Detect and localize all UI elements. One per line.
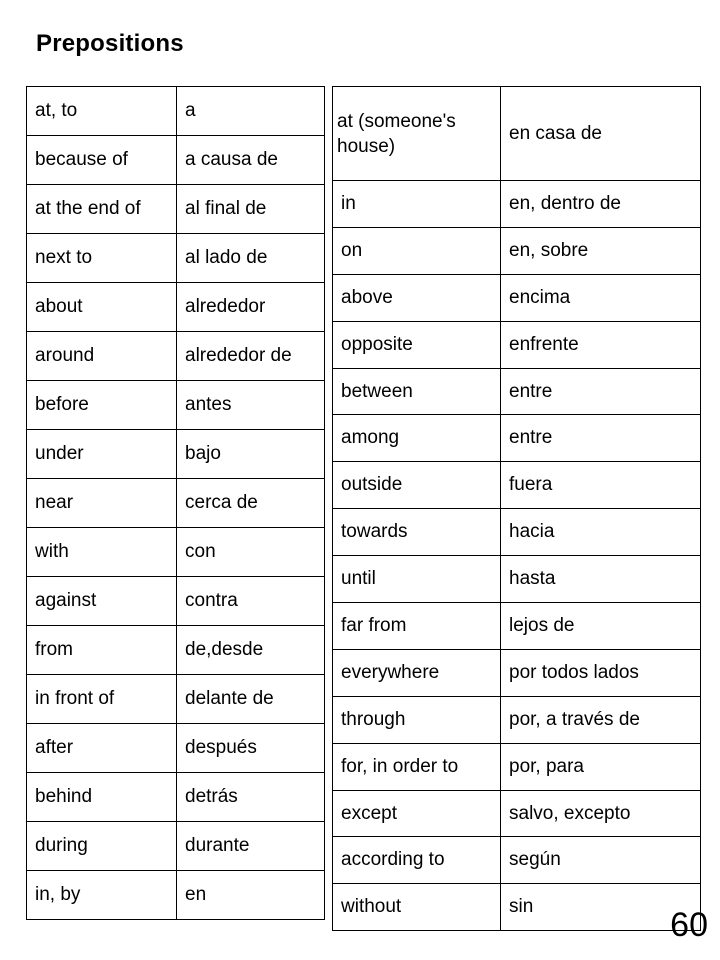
- spanish-term: enfrente: [501, 321, 701, 368]
- english-term: between: [333, 368, 501, 415]
- spanish-term: al final de: [177, 185, 325, 234]
- spanish-term: detrás: [177, 773, 325, 822]
- spanish-term: bajo: [177, 430, 325, 479]
- english-term: without: [333, 884, 501, 931]
- spanish-term: fuera: [501, 462, 701, 509]
- spanish-term: según: [501, 837, 701, 884]
- spanish-term: antes: [177, 381, 325, 430]
- table-row: [27, 185, 325, 234]
- spanish-term: encima: [501, 274, 701, 321]
- table-row: [333, 790, 701, 837]
- english-term: around: [27, 332, 177, 381]
- spanish-term: salvo, excepto: [501, 790, 701, 837]
- spanish-term: en, sobre: [501, 227, 701, 274]
- table-row: [27, 626, 325, 675]
- spanish-term: en casa de: [501, 87, 701, 181]
- spanish-term: entre: [501, 415, 701, 462]
- table-row: [333, 227, 701, 274]
- english-term: for, in order to: [333, 743, 501, 790]
- english-term: under: [27, 430, 177, 479]
- table-row: [27, 675, 325, 724]
- english-term: according to: [333, 837, 501, 884]
- page-title: Prepositions: [36, 30, 184, 57]
- table-row: [333, 603, 701, 650]
- table-row: [27, 773, 325, 822]
- page-number: 60: [670, 906, 708, 944]
- english-term: with: [27, 528, 177, 577]
- spanish-term: en: [177, 871, 325, 920]
- english-term: about: [27, 283, 177, 332]
- english-term: against: [27, 577, 177, 626]
- table-row: [27, 381, 325, 430]
- spanish-term: alrededor: [177, 283, 325, 332]
- spanish-term: durante: [177, 822, 325, 871]
- english-term: because of: [27, 136, 177, 185]
- table-row: [333, 556, 701, 603]
- right-vocabulary-table: [332, 86, 701, 931]
- spanish-term: al lado de: [177, 234, 325, 283]
- table-row: [333, 274, 701, 321]
- english-term: next to: [27, 234, 177, 283]
- table-row: [333, 743, 701, 790]
- spanish-term: alrededor de: [177, 332, 325, 381]
- table-row: [27, 871, 325, 920]
- table-row: [333, 884, 701, 931]
- spanish-term: en, dentro de: [501, 181, 701, 228]
- table-row: [333, 181, 701, 228]
- table-row: [27, 136, 325, 185]
- table-row: [333, 509, 701, 556]
- english-term: until: [333, 556, 501, 603]
- english-term: at (someone's house): [333, 87, 501, 181]
- table-row: [333, 837, 701, 884]
- spanish-term: por, para: [501, 743, 701, 790]
- table-row: [333, 87, 701, 181]
- spanish-term: contra: [177, 577, 325, 626]
- english-term: at, to: [27, 87, 177, 136]
- english-term: during: [27, 822, 177, 871]
- spanish-term: cerca de: [177, 479, 325, 528]
- english-term: everywhere: [333, 649, 501, 696]
- spanish-term: por, a través de: [501, 696, 701, 743]
- spanish-term: a causa de: [177, 136, 325, 185]
- spanish-term: a: [177, 87, 325, 136]
- spanish-term: por todos lados: [501, 649, 701, 696]
- english-term: except: [333, 790, 501, 837]
- spanish-term: sin: [501, 884, 701, 931]
- english-term: outside: [333, 462, 501, 509]
- english-term: before: [27, 381, 177, 430]
- spanish-term: hasta: [501, 556, 701, 603]
- english-term: behind: [27, 773, 177, 822]
- table-row: [27, 528, 325, 577]
- left-vocabulary-table: [26, 86, 325, 920]
- spanish-term: con: [177, 528, 325, 577]
- table-row: [27, 332, 325, 381]
- english-term: among: [333, 415, 501, 462]
- table-row: [27, 724, 325, 773]
- english-term: above: [333, 274, 501, 321]
- table-row: [333, 368, 701, 415]
- table-row: [27, 479, 325, 528]
- english-term: in front of: [27, 675, 177, 724]
- table-row: [333, 321, 701, 368]
- table-row: [333, 649, 701, 696]
- table-row: [333, 462, 701, 509]
- english-term: in: [333, 181, 501, 228]
- english-term: near: [27, 479, 177, 528]
- english-term: on: [333, 227, 501, 274]
- english-term: in, by: [27, 871, 177, 920]
- table-row: [27, 430, 325, 479]
- table-row: [27, 234, 325, 283]
- spanish-term: de,desde: [177, 626, 325, 675]
- english-term: far from: [333, 603, 501, 650]
- table-row: [333, 696, 701, 743]
- english-term: at the end of: [27, 185, 177, 234]
- spanish-term: delante de: [177, 675, 325, 724]
- spanish-term: después: [177, 724, 325, 773]
- table-row: [27, 87, 325, 136]
- english-term: after: [27, 724, 177, 773]
- english-term: opposite: [333, 321, 501, 368]
- english-term: towards: [333, 509, 501, 556]
- table-row: [27, 283, 325, 332]
- table-row: [27, 822, 325, 871]
- spanish-term: lejos de: [501, 603, 701, 650]
- spanish-term: entre: [501, 368, 701, 415]
- table-row: [27, 577, 325, 626]
- spanish-term: hacia: [501, 509, 701, 556]
- table-row: [333, 415, 701, 462]
- english-term: through: [333, 696, 501, 743]
- english-term: from: [27, 626, 177, 675]
